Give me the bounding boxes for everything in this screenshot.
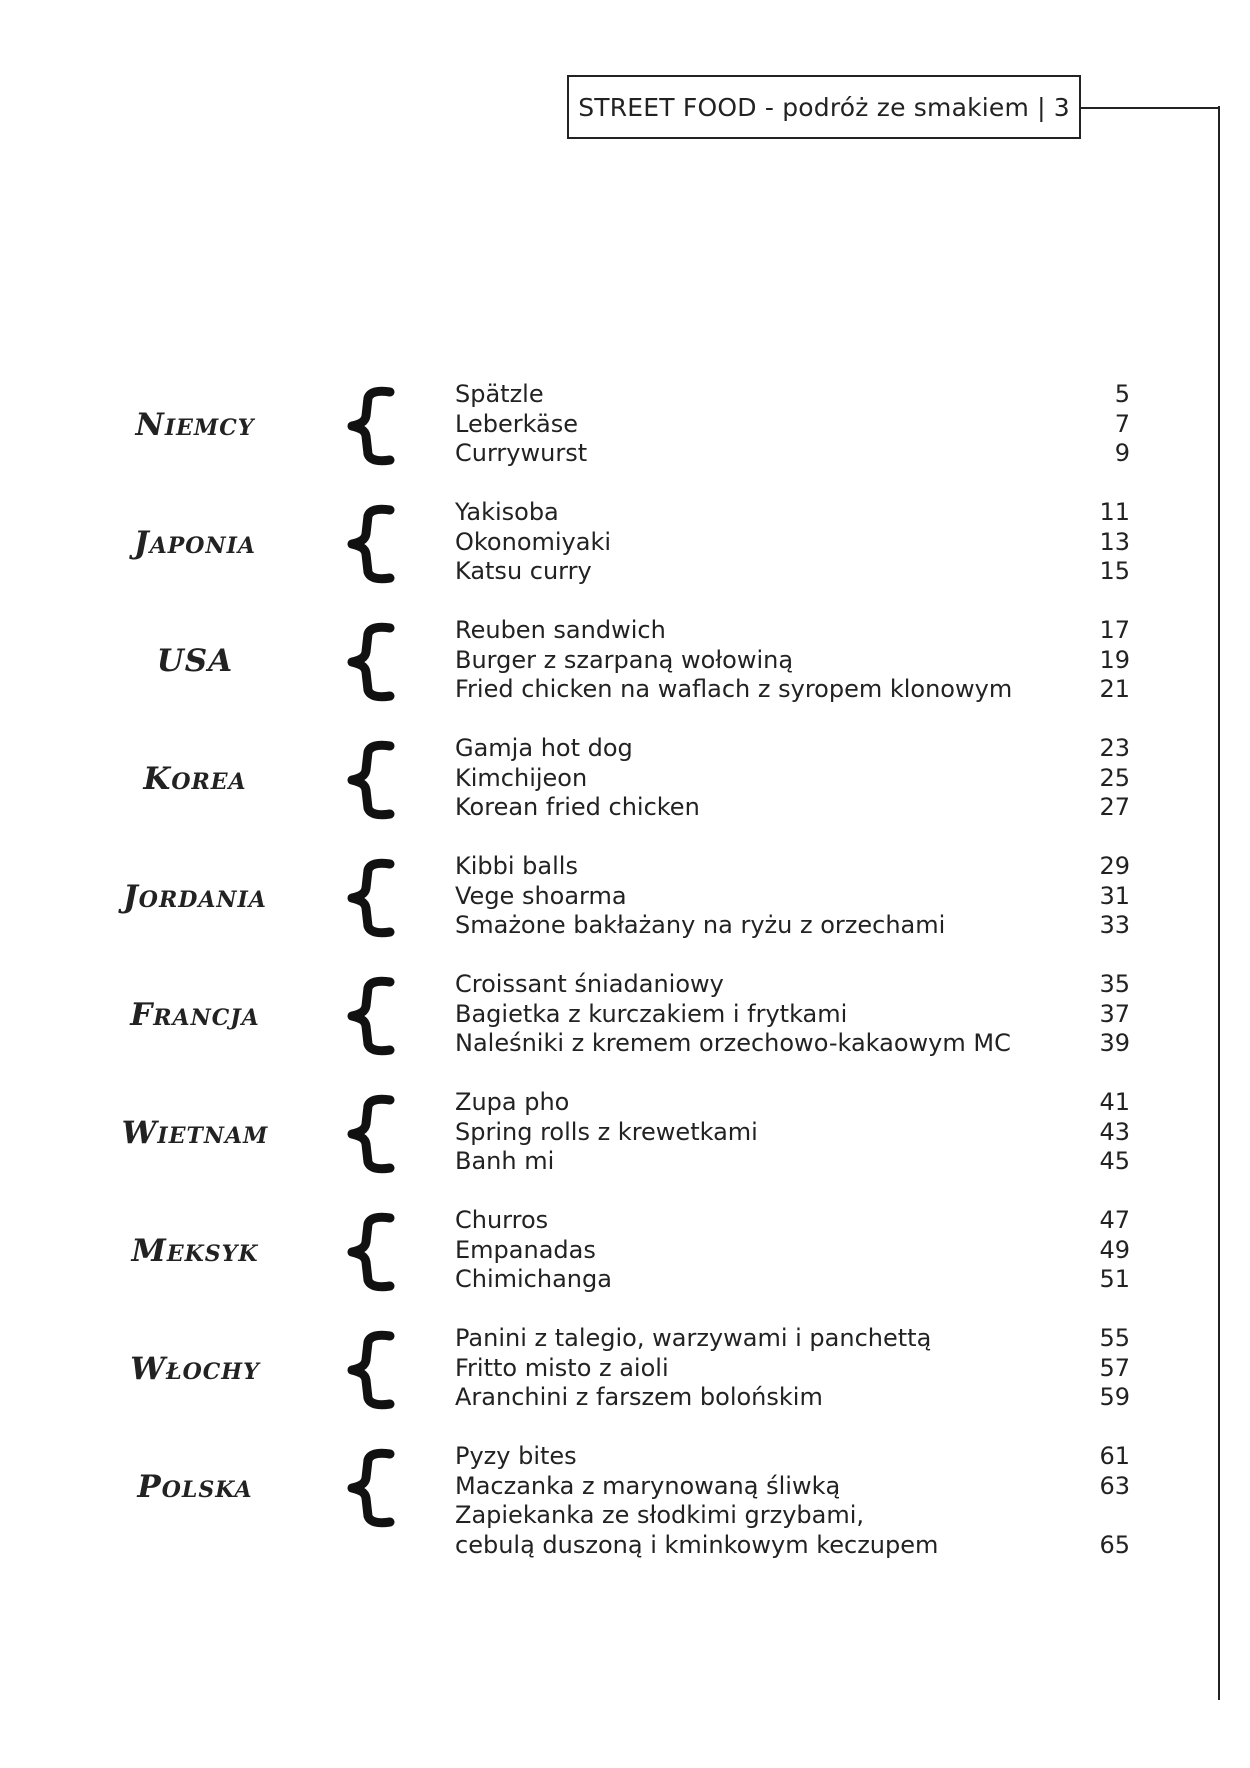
- country-name: Korea: [143, 761, 247, 797]
- dish-name: Katsu curry: [455, 557, 592, 585]
- dish-entry[interactable]: [455, 675, 1130, 705]
- country-name: Jordania: [123, 879, 267, 915]
- page-number: 17: [1099, 616, 1130, 644]
- dish-entry[interactable]: [455, 793, 1130, 823]
- country-name: Włochy: [130, 1351, 260, 1387]
- toc-section: [0, 498, 1250, 616]
- dish-entry[interactable]: [455, 1265, 1130, 1295]
- dish-entry[interactable]: [455, 1147, 1130, 1177]
- dish-name: Banh mi: [455, 1147, 555, 1175]
- dish-list: [455, 970, 1130, 1059]
- page-number: 35: [1099, 970, 1130, 998]
- dish-name: Bagietka z kurczakiem i frytkami: [455, 999, 848, 1028]
- curly-brace-icon: [340, 622, 400, 702]
- curly-brace-icon: [340, 386, 400, 466]
- curly-brace-icon: [340, 976, 400, 1056]
- dish-name: Leberkäse: [455, 409, 579, 438]
- dish-name: Pyzy bites: [455, 1442, 577, 1470]
- header-title: STREET FOOD: [578, 92, 757, 122]
- page-number: 65: [1099, 1530, 1130, 1559]
- dish-entry[interactable]: [455, 852, 1130, 882]
- page-number: 51: [1099, 1265, 1130, 1293]
- dish-name: Okonomiyaki: [455, 527, 612, 556]
- dish-entry[interactable]: [455, 970, 1130, 1000]
- dish-entry[interactable]: [455, 1354, 1130, 1384]
- page-number: 39: [1099, 1029, 1130, 1057]
- page-number: 41: [1099, 1088, 1130, 1116]
- dish-entry[interactable]: [455, 911, 1130, 941]
- page-number: 43: [1099, 1117, 1130, 1146]
- dish-entry[interactable]: [455, 1206, 1130, 1236]
- page-number: 29: [1099, 852, 1130, 880]
- dish-name: Gamja hot dog: [455, 734, 633, 762]
- dish-list: [455, 734, 1130, 823]
- dish-list: [455, 1088, 1130, 1177]
- dish-entry[interactable]: [455, 734, 1130, 764]
- dish-name: Yakisoba: [455, 498, 559, 526]
- dish-entry[interactable]: [455, 557, 1130, 587]
- dish-entry[interactable]: [455, 1442, 1130, 1472]
- page-number: 47: [1099, 1206, 1130, 1234]
- dish-list: [455, 1442, 1130, 1560]
- page-number: 45: [1099, 1147, 1130, 1175]
- dish-entry[interactable]: [455, 646, 1130, 676]
- header-connector-line: [1081, 107, 1220, 109]
- dish-name: cebulą duszoną i kminkowym keczupem: [455, 1530, 939, 1559]
- dish-entry[interactable]: [455, 1000, 1130, 1030]
- dish-name: Korean fried chicken: [455, 793, 700, 821]
- dish-name: Reuben sandwich: [455, 616, 666, 644]
- page-number: 37: [1099, 999, 1130, 1028]
- dish-name: Churros: [455, 1206, 549, 1234]
- curly-brace-icon: [340, 1094, 400, 1174]
- table-of-contents: [0, 380, 1250, 1560]
- page-number: 55: [1099, 1324, 1130, 1352]
- page-number: 5: [1114, 380, 1130, 408]
- dish-name: Vege shoarma: [455, 881, 627, 910]
- dish-entry[interactable]: [455, 380, 1130, 410]
- toc-section: [0, 734, 1250, 852]
- dish-entry[interactable]: [455, 439, 1130, 469]
- dish-list: [455, 380, 1130, 469]
- dish-name: Fried chicken na waflach z syropem klonowym: [455, 675, 1013, 703]
- country-name: Francja: [130, 997, 260, 1033]
- dish-name: Kimchijeon: [455, 763, 588, 792]
- toc-section: [0, 852, 1250, 970]
- dish-entry[interactable]: [455, 1029, 1130, 1059]
- dish-entry[interactable]: [455, 1236, 1130, 1266]
- dish-name: Panini z talegio, warzywami i panchettą: [455, 1324, 932, 1352]
- page-number: 23: [1099, 734, 1130, 762]
- page-number: 33: [1099, 911, 1130, 939]
- header-separator: |: [1037, 92, 1046, 122]
- dish-name: Spring rolls z krewetkami: [455, 1117, 758, 1146]
- dish-name: Aranchini z farszem bolońskim: [455, 1383, 823, 1411]
- toc-section: [0, 616, 1250, 734]
- dish-name: Kibbi balls: [455, 852, 578, 880]
- dish-name: Croissant śniadaniowy: [455, 970, 724, 998]
- country-name: Meksyk: [131, 1233, 259, 1269]
- country-name: USA: [156, 643, 234, 679]
- page-number: 61: [1099, 1442, 1130, 1470]
- page-number: 7: [1114, 409, 1130, 438]
- country-name: Niemcy: [135, 407, 255, 443]
- dish-entry[interactable]: [455, 616, 1130, 646]
- page-number: 63: [1099, 1471, 1130, 1500]
- dish-name: Burger z szarpaną wołowiną: [455, 645, 794, 674]
- dish-name: Zupa pho: [455, 1088, 570, 1116]
- page-number: 31: [1099, 881, 1130, 910]
- dish-name: Smażone bakłażany na ryżu z orzechami: [455, 911, 946, 939]
- toc-section: [0, 1088, 1250, 1206]
- dish-entry[interactable]: [455, 410, 1130, 440]
- page-number: 27: [1099, 793, 1130, 821]
- page-number: 25: [1099, 763, 1130, 792]
- header-subtitle: - podróż ze smakiem: [764, 92, 1030, 122]
- curly-brace-icon: [340, 1448, 400, 1528]
- dish-name: Fritto misto z aioli: [455, 1353, 669, 1382]
- dish-name: Currywurst: [455, 439, 588, 467]
- dish-list: [455, 1206, 1130, 1295]
- curly-brace-icon: [340, 504, 400, 584]
- page-number: 9: [1114, 439, 1130, 467]
- dish-entry[interactable]: [455, 1324, 1130, 1354]
- dish-entry[interactable]: [455, 1088, 1130, 1118]
- dish-list: [455, 1324, 1130, 1413]
- dish-list: [455, 616, 1130, 705]
- page-number: 57: [1099, 1353, 1130, 1382]
- dish-name: Spätzle: [455, 380, 544, 408]
- dish-name: Empanadas: [455, 1235, 596, 1264]
- country-name: Wietnam: [121, 1115, 269, 1151]
- dish-name: Maczanka z marynowaną śliwką: [455, 1471, 841, 1500]
- page-number: 59: [1099, 1383, 1130, 1411]
- dish-entry[interactable]: [455, 1501, 1130, 1531]
- curly-brace-icon: [340, 1330, 400, 1410]
- dish-list: [455, 498, 1130, 587]
- page-number: 13: [1099, 527, 1130, 556]
- toc-section: [0, 1442, 1250, 1560]
- page-number: 15: [1099, 557, 1130, 585]
- page-header: [567, 75, 1081, 139]
- page-number: 19: [1099, 645, 1130, 674]
- dish-entry[interactable]: [455, 528, 1130, 558]
- dish-entry[interactable]: [455, 1472, 1130, 1502]
- page-number: 21: [1099, 675, 1130, 703]
- header-page-number: 3: [1053, 92, 1070, 122]
- page-number: 49: [1099, 1235, 1130, 1264]
- dish-entry[interactable]: [455, 764, 1130, 794]
- dish-name: Naleśniki z kremem orzechowo-kakaowym MC: [455, 1029, 1011, 1057]
- curly-brace-icon: [340, 858, 400, 938]
- country-name: Polska: [137, 1469, 253, 1505]
- dish-name: Chimichanga: [455, 1265, 612, 1293]
- dish-entry[interactable]: [455, 882, 1130, 912]
- curly-brace-icon: [340, 1212, 400, 1292]
- dish-name: Zapiekanka ze słodkimi grzybami,: [455, 1501, 865, 1529]
- dish-entry[interactable]: [455, 1531, 1130, 1561]
- toc-section: [0, 970, 1250, 1088]
- toc-section: [0, 1206, 1250, 1324]
- page-number: 11: [1099, 498, 1130, 526]
- dish-entry[interactable]: [455, 498, 1130, 528]
- country-name: Japonia: [134, 525, 256, 561]
- dish-list: [455, 852, 1130, 941]
- dish-entry[interactable]: [455, 1383, 1130, 1413]
- dish-entry[interactable]: [455, 1118, 1130, 1148]
- curly-brace-icon: [340, 740, 400, 820]
- toc-section: [0, 380, 1250, 498]
- toc-section: [0, 1324, 1250, 1442]
